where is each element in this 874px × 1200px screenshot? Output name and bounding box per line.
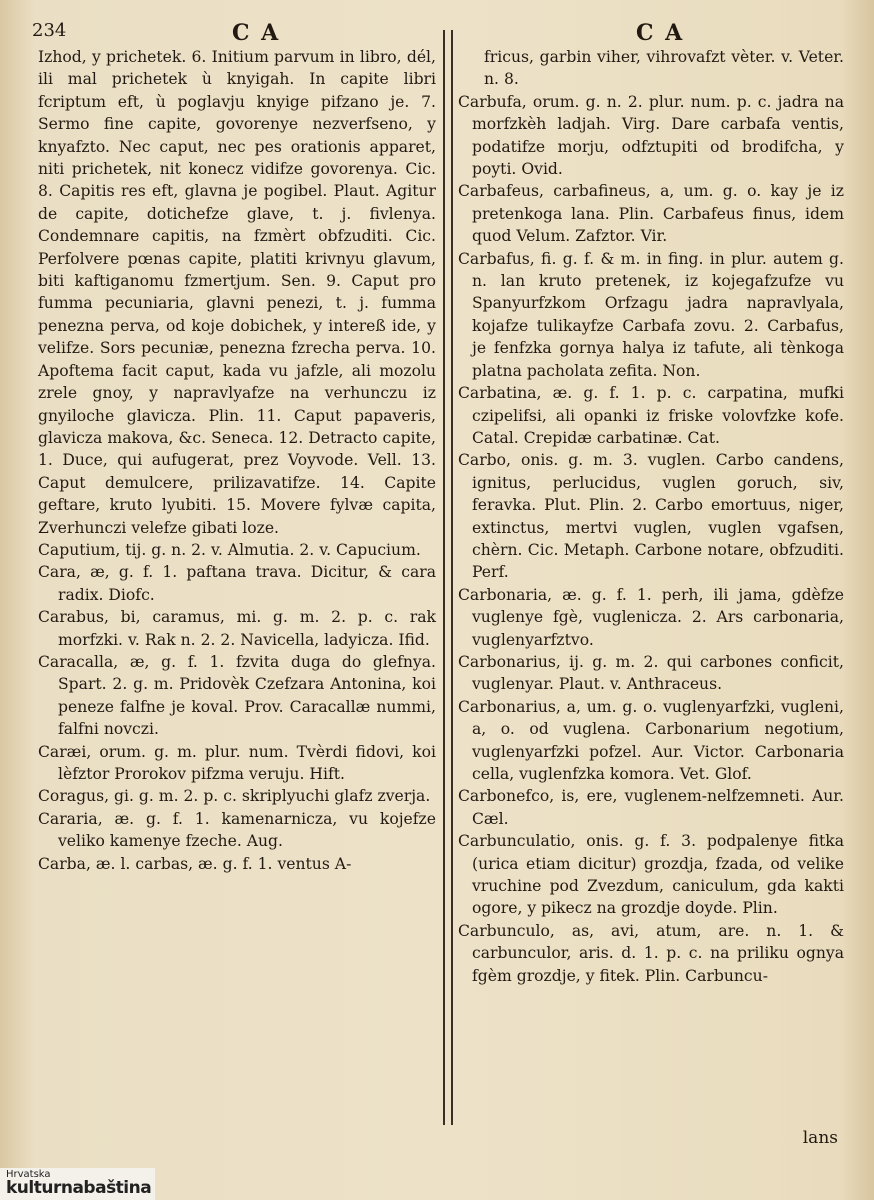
watermark-line2: kulturnabaština — [6, 1178, 152, 1198]
right-column — [458, 46, 844, 987]
dictionary-entry: Coragus, gi. g. m. 2. p. c. skriplyuchi glafz zverja. — [38, 787, 431, 806]
column-rule — [443, 30, 445, 1125]
dictionary-entry: Caracalla, æ, g. f. 1. fzvita duga do glefnya. Spart. 2. g. m. Pridovèk Czefzara Antonina, koi peneze falfne je koval. Prov. Caracallæ nummi, falfni novczi. — [38, 652, 436, 739]
dictionary-entry: Caputium, tij. g. n. 2. v. Almutia. 2. v. Capucium. — [38, 540, 421, 559]
column-rule — [451, 30, 453, 1125]
dictionary-entry: Carabus, bi, caramus, mi. g. m. 2. p. c. rak morfzki. v. Rak n. 2. 2. Navicella, ladyicza. Ifid. — [38, 608, 436, 649]
running-head-right: C A — [636, 20, 685, 46]
dictionary-entry: Carbonaria, æ. g. f. 1. perh, ili jama, gdèfze vuglenye fgè, vuglenicza. 2. Ars carbonaria, vuglenyarfztvo. — [458, 585, 844, 649]
page-number: 234 — [32, 20, 67, 41]
dictionary-entry: Carbafeus, carbafineus, a, um. g. o. kay je iz pretenkoga lana. Plin. Carbafeus finus, idem quod Velum. Zafztor. Vir. — [458, 182, 844, 246]
dictionary-entry: Carbunculo, as, avi, atum, are. n. 1. & carbunculor, aris. d. 1. p. c. na priliku ognya fgèm grozdje, y fitek. Plin. Carbuncu- — [458, 921, 844, 985]
catchword: lans — [802, 1128, 838, 1148]
dictionary-entry: Carbonarius, ij. g. m. 2. qui carbones conficit, vuglenyar. Plaut. v. Anthraceus. — [458, 652, 844, 694]
running-head-left: C A — [232, 20, 281, 46]
dictionary-entry: fricus, garbin viher, vihrovafzt vèter. v. Veter. n. 8. — [484, 48, 844, 89]
dictionary-entry: Cara, æ, g. f. 1. paftana trava. Dicitur, & cara radix. Diofc. — [38, 563, 436, 604]
dictionary-entry: Carbufa, orum. g. n. 2. plur. num. p. c. jadra na morfzkèh ladjah. Virg. Dare carbafa ventis, podatifze morju, odfztupiti od brodifcha, y poyti. Ovid. — [458, 92, 844, 179]
dictionary-entry: Carbatina, æ. g. f. 1. p. c. carpatina, mufki czipelifsi, ali opanki iz friske volovfzke kofe. Catal. Crepidæ carbatinæ. Cat. — [458, 384, 844, 447]
dictionary-entry: Carbonefco, is, ere, vuglenem-nelfzemneti. Aur. Cæl. — [458, 787, 844, 828]
dictionary-entry: Caræi, orum. g. m. plur. num. Tvèrdi fidovi, koi lèfztor Prorokov pifzma veruju. Hift. — [38, 742, 436, 783]
left-column — [38, 46, 436, 875]
watermark-logo — [0, 1168, 155, 1200]
dictionary-entry: Izhod, y prichetek. 6. Initium parvum in libro, dél, ili mal prichetek ù knyigah. In capite libri fcriptum eft, ù poglavju knyige pifzano je. 7. Sermo fine capite, govorenye nezverfseno, y knyafzto. Nec caput, nec pes orationis apparet, niti prichetek, nit konecz vidifze govorenya. Cic. 8. Capitis res eft, glavna je pogibel. Plaut. Agitur de capite, dotichefze glave, t. j. fivlenya. Condemnare capitis, na fzmèrt obfzuditi. Cic. Perfolvere pœnas capite, platiti krivnyu glavum, biti kaftiganomu fzmertjum. Sen. 9. Caput pro fumma pecuniaria, glavni penezi, t. j. fumma penezna perva, od koje dobichek, y intereß ide, y velifze. Sors pecuniæ, penezna fzrecha perva. 10. Apoftema facit caput, kada vu jafzle, ali mozolu zrele gnoy, y napravlyafze na verhunczu iz gnyiloche glavicza. Plin. 11. Caput papaveris, glavicza makova, &c. Seneca. 12. Detracto capite, 1. Duce, qui aufugerat, prez Voyvode. Vell. 13. Caput demulcere, prilizavatifze. 14. Capite geftare, kruto lyubiti. 15. Movere fylvæ capita, Zverhunczi velefze gibati loze. — [38, 48, 436, 537]
dictionary-entry: Carbo, onis. g. m. 3. vuglen. Carbo candens, ignitus, perlucidus, vuglen goruch, siv, feravka. Plut. Plin. 2. Carbo emortuus, niger, extinctus, mertvi vuglen, vuglen vgafsen, chèrn. Cic. Metaph. Carbone notare, obfzuditi. Perf. — [458, 451, 844, 582]
dictionary-entry: Cararia, æ. g. f. 1. kamenarnicza, vu kojefze veliko kamenye fzeche. Aug. — [38, 809, 436, 851]
watermark-line1: Hrvatska — [6, 1169, 51, 1180]
dictionary-entry: Carba, æ. l. carbas, æ. g. f. 1. ventus A- — [38, 854, 352, 873]
dictionary-entry: Carbonarius, a, um. g. o. vuglenyarfzki, vugleni, a, o. od vuglena. Carbonarium negotium, vuglenyarfzki pofzel. Aur. Victor. Carbonaria cella, vuglenfzka komora. Vet. Glof. — [458, 697, 844, 783]
dictionary-entry: Carbunculatio, onis. g. f. 3. podpalenye fitka (urica etiam dicitur) grozdja, fzada, od velike vruchine pod Zvezdum, caniculum, gda kakti ogore, y pikecz na grozdje doyde. Plin. — [458, 832, 844, 918]
dictionary-entry: Carbafus, fi. g. f. & m. in fing. in plur. autem g. n. lan kruto pretenek, iz kojegafzufze vu Spanyurfzkom Orfzagu jadra napravlyala, kojafze tulikayfze Carbafa zovu. 2. Carbafus, je fenfzka gornya halya iz tafute, ali tènkoga platna pacholata zefita. Non. — [458, 249, 844, 380]
